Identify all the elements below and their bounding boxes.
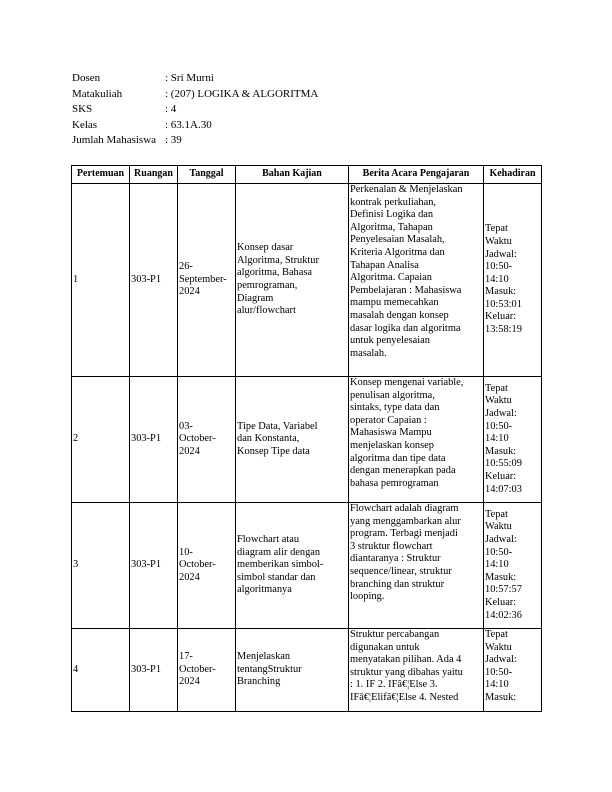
- table-header-row: [72, 166, 542, 184]
- cell-pertemuan: 1: [72, 184, 130, 377]
- cell-kehadiran: Tepat Waktu Jadwal: 10:50- 14:10 Masuk: 10:55:09 Keluar: 14:07:03: [484, 377, 542, 503]
- cell-ruangan: 303-P1: [130, 503, 178, 629]
- info-row-jumlah-mahasiswa: [72, 133, 318, 149]
- header-ruangan: Ruangan: [130, 166, 178, 184]
- header-kehadiran: Kehadiran: [484, 166, 542, 184]
- info-label: Dosen: [72, 72, 101, 84]
- header-tanggal: Tanggal: [178, 166, 236, 184]
- header-berita-acara: Berita Acara Pengajaran: [349, 166, 484, 184]
- cell-berita-acara: Struktur percabangan digunakan untuk menyatakan pilihan. Ada 4 struktur yang dibahas yaitu : 1. IF 2. IFâ€¦Else 3. IFâ€¦Elifâ€¦Else 4. Nested: [349, 629, 484, 712]
- cell-tanggal: 26- September- 2024: [178, 184, 236, 377]
- table-row: [72, 377, 542, 503]
- info-value: : 39: [165, 134, 182, 147]
- info-label: Matakuliah: [72, 87, 123, 100]
- info-row-kelas: [72, 118, 318, 134]
- table-row: [72, 184, 542, 377]
- table-row: [72, 629, 542, 712]
- cell-ruangan: 303-P1: [130, 184, 178, 377]
- cell-berita-acara: Konsep mengenai variable, penulisan algoritma, sintaks, type data dan operator Capaian : Mahasiswa Mampu menjelaskan konsep algoritma dan tipe data dengan menerapkan pada bahasa pemrograman: [349, 377, 484, 503]
- info-row-dosen: [72, 71, 318, 87]
- cell-bahan-kajian: Flowchart atau diagram alir dengan memberikan simbol- simbol standar dan algoritmanya: [236, 503, 349, 629]
- cell-pertemuan: 2: [72, 377, 130, 503]
- cell-pertemuan: 3: [72, 503, 130, 629]
- cell-tanggal: 03- October- 2024: [178, 377, 236, 503]
- cell-kehadiran: Tepat Waktu Jadwal: 10:50- 14:10 Masuk: 10:53:01 Keluar: 13:58:19: [484, 184, 542, 377]
- info-row-matakuliah: [72, 87, 318, 103]
- cell-ruangan: 303-P1: [130, 629, 178, 712]
- cell-pertemuan: 4: [72, 629, 130, 712]
- info-label: SKS: [72, 103, 93, 116]
- cell-kehadiran: Tepat Waktu Jadwal: 10:50- 14:10 Masuk:: [484, 629, 542, 712]
- header-bahan-kajian: Bahan Kajian: [236, 166, 349, 184]
- header-pertemuan: Pertemuan: [72, 166, 130, 184]
- cell-berita-acara: Flowchart adalah diagram yang menggambarkan alur program. Terbagi menjadi 3 struktur flowchart diantaranya : Struktur sequence/linear, struktur branching dan struktur looping.: [349, 503, 484, 629]
- info-row-sks: [72, 102, 318, 118]
- attendance-table: [71, 165, 542, 712]
- cell-bahan-kajian: Tipe Data, Variabel dan Konstanta, Konsep Tipe data: [236, 377, 349, 503]
- cell-tanggal: 17- October- 2024: [178, 629, 236, 712]
- cell-berita-acara: Perkenalan & Menjelaskan kontrak perkuliahan, Definisi Logika dan Algoritma, Tahapan Penyelesaian Masalah, Kriteria Algoritma dan Tahapan Analisa Algoritma. Capaian Pembelajaran : Mahasiswa mampu memecahkan masalah dengan konsep dasar logika dan algoritma untuk penyelesaian masalah.: [349, 184, 484, 377]
- info-value: : 63.1A.30: [165, 118, 212, 131]
- info-label: Kelas: [72, 118, 98, 131]
- info-value: : 4: [165, 103, 177, 116]
- info-label: Jumlah Mahasiswa: [72, 134, 157, 147]
- cell-kehadiran: Tepat Waktu Jadwal: 10:50- 14:10 Masuk: 10:57:57 Keluar: 14:02:36: [484, 503, 542, 629]
- cell-bahan-kajian: Menjelaskan tentangStruktur Branching: [236, 629, 349, 712]
- cell-ruangan: 303-P1: [130, 377, 178, 503]
- info-value: : Sri Murni: [165, 72, 214, 84]
- course-info: [72, 71, 318, 149]
- cell-bahan-kajian: Konsep dasar Algoritma, Struktur algoritma, Bahasa pemrograman, Diagram alur/flowchart: [236, 184, 349, 377]
- table-row: [72, 503, 542, 629]
- cell-tanggal: 10- October- 2024: [178, 503, 236, 629]
- info-value: : (207) LOGIKA & ALGORITMA: [165, 87, 319, 100]
